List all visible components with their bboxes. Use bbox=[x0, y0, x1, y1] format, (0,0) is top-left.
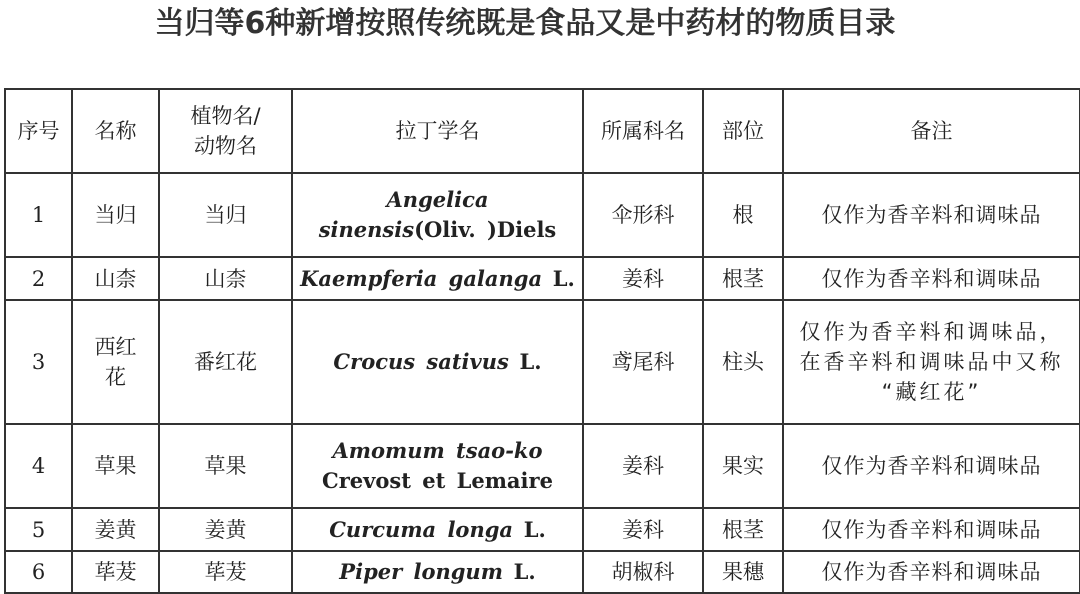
latin-binomial: Piper longum bbox=[339, 559, 503, 584]
table-row bbox=[5, 257, 1080, 300]
row-organism: 草果 bbox=[159, 424, 292, 508]
row-latin bbox=[292, 173, 583, 257]
table-row bbox=[5, 173, 1080, 257]
row-part: 根茎 bbox=[703, 508, 783, 551]
latin-binomial: Amomum tsao-ko bbox=[332, 438, 543, 463]
row-family: 伞形科 bbox=[583, 173, 703, 257]
row-latin bbox=[292, 508, 583, 551]
row-organism: 当归 bbox=[159, 173, 292, 257]
header-note: 备注 bbox=[783, 89, 1080, 173]
row-index: 3 bbox=[5, 300, 72, 424]
header-part: 部位 bbox=[703, 89, 783, 173]
row-part: 根茎 bbox=[703, 257, 783, 300]
row-name: 草果 bbox=[72, 424, 159, 508]
header-name: 名称 bbox=[72, 89, 159, 173]
table-row bbox=[5, 424, 1080, 508]
latin-species: sinensis bbox=[318, 217, 415, 242]
row-family: 鸢尾科 bbox=[583, 300, 703, 424]
latin-author: L. bbox=[552, 265, 575, 291]
table-row bbox=[5, 551, 1080, 593]
row-organism: 山柰 bbox=[159, 257, 292, 300]
table-row bbox=[5, 300, 1080, 424]
header-latin: 拉丁学名 bbox=[292, 89, 583, 173]
row-part: 果穗 bbox=[703, 551, 783, 593]
catalog-table bbox=[4, 88, 1080, 594]
row-name: 当归 bbox=[72, 173, 159, 257]
row-name-line2: 花 bbox=[105, 365, 126, 389]
row-note: 仅作为香辛料和调味品 bbox=[783, 551, 1080, 593]
row-index: 4 bbox=[5, 424, 72, 508]
table-row bbox=[5, 508, 1080, 551]
row-index: 6 bbox=[5, 551, 72, 593]
row-name: 荜茇 bbox=[72, 551, 159, 593]
header-organism bbox=[159, 89, 292, 173]
row-index: 1 bbox=[5, 173, 72, 257]
latin-author: L. bbox=[519, 349, 542, 374]
row-note: 仅作为香辛料和调味品 bbox=[783, 424, 1080, 508]
row-latin bbox=[292, 551, 583, 593]
row-family: 姜科 bbox=[583, 424, 703, 508]
header-organism-line2: 动物名 bbox=[194, 134, 257, 158]
row-organism: 荜茇 bbox=[159, 551, 292, 593]
row-family: 胡椒科 bbox=[583, 551, 703, 593]
latin-genus: Angelica bbox=[386, 187, 489, 212]
row-note-line1: 仅作为香辛料和调味品， bbox=[799, 320, 1064, 344]
row-note bbox=[783, 300, 1080, 424]
row-index: 2 bbox=[5, 257, 72, 300]
header-family: 所属科名 bbox=[583, 89, 703, 173]
row-family: 姜科 bbox=[583, 508, 703, 551]
row-note-line2: 在香辛料和调味品中又称 bbox=[799, 350, 1064, 374]
row-name: 山柰 bbox=[72, 257, 159, 300]
row-note: 仅作为香辛料和调味品 bbox=[783, 173, 1080, 257]
row-note: 仅作为香辛料和调味品 bbox=[783, 508, 1080, 551]
row-index: 5 bbox=[5, 508, 72, 551]
header-index: 序号 bbox=[5, 89, 72, 173]
page-title: 当归等6种新增按照传统既是食品又是中药材的物质目录 bbox=[154, 6, 896, 41]
row-organism: 姜黄 bbox=[159, 508, 292, 551]
latin-binomial: Crocus sativus bbox=[333, 349, 509, 374]
latin-author: L. bbox=[523, 516, 546, 542]
row-family: 姜科 bbox=[583, 257, 703, 300]
header-organism-line1: 植物名/ bbox=[190, 104, 261, 128]
latin-author: Crevost et Lemaire bbox=[322, 468, 553, 493]
row-latin bbox=[292, 257, 583, 300]
row-name-line1: 西红 bbox=[94, 335, 137, 359]
row-organism: 番红花 bbox=[159, 300, 292, 424]
row-name bbox=[72, 300, 159, 424]
latin-binomial: Kaempferia galanga bbox=[300, 265, 543, 291]
row-latin bbox=[292, 424, 583, 508]
row-part: 柱头 bbox=[703, 300, 783, 424]
row-name: 姜黄 bbox=[72, 508, 159, 551]
table-header-row bbox=[5, 89, 1080, 173]
latin-binomial: Curcuma longa bbox=[329, 516, 514, 542]
row-latin bbox=[292, 300, 583, 424]
row-part: 果实 bbox=[703, 424, 783, 508]
latin-author: L. bbox=[513, 559, 536, 584]
row-part: 根 bbox=[703, 173, 783, 257]
latin-author: (Oliv. )Diels bbox=[414, 217, 557, 242]
row-note: 仅作为香辛料和调味品 bbox=[783, 257, 1080, 300]
row-note-line3: “藏红花” bbox=[881, 380, 982, 404]
